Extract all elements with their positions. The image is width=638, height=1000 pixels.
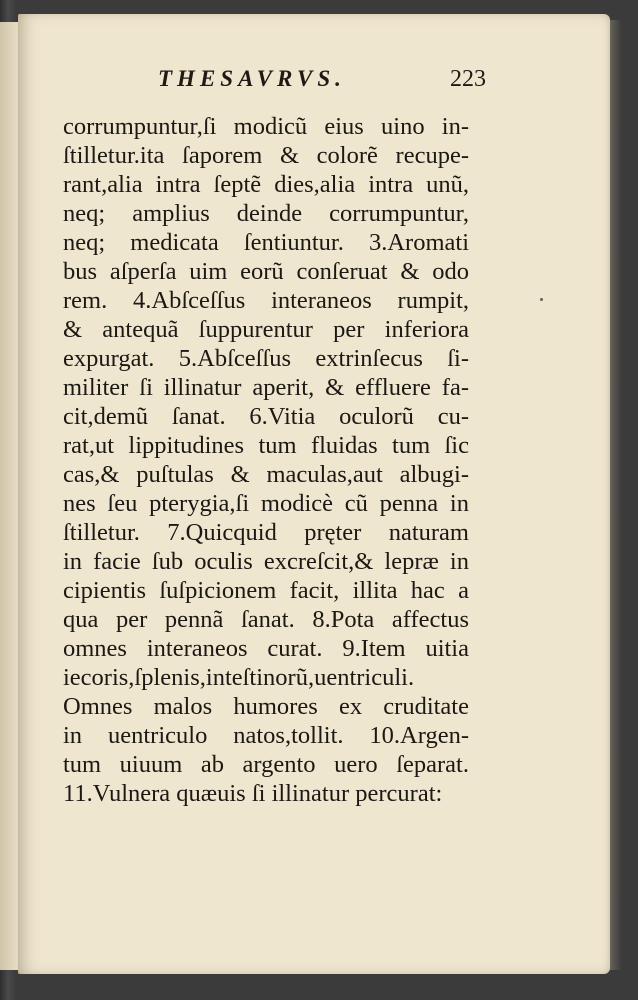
- text-line: omnes interaneos curat. 9.Item uitia: [63, 635, 469, 662]
- text-line: rem. 4.Abſceſſus interaneos rumpit,: [63, 287, 469, 314]
- running-title: THESAVRVS.: [158, 66, 346, 91]
- ink-speck: [540, 298, 543, 301]
- text-line: tum uiuum ab argento uero ſeparat.: [63, 751, 469, 778]
- text-line: & antequã ſuppurentur per inferiora: [63, 316, 469, 343]
- text-line: cipientis ſuſpicionem facit, illita hac a: [63, 577, 469, 604]
- text-line: neq; amplius deinde corrumpuntur,: [63, 200, 469, 227]
- text-line: expurgat. 5.Abſceſſus extrinſecus ſi-: [63, 345, 469, 372]
- text-line: cas,& puſtulas & maculas,aut albugi-: [63, 461, 469, 488]
- text-line: neq; medicata ſentiuntur. 3.Aromati: [63, 229, 469, 256]
- text-line: nes ſeu pterygia,ſi modicè cũ penna in: [63, 490, 469, 517]
- text-line: ſtilletur.ita ſaporem & colorẽ recupe-: [63, 142, 469, 169]
- text-line: corrumpuntur,ſi modicũ eius uino in-: [63, 113, 469, 140]
- body-text: [63, 112, 469, 808]
- text-line: qua per pennã ſanat. 8.Pota affectus: [63, 606, 469, 633]
- text-line: cit,demũ ſanat. 6.Vitia oculorũ cu-: [63, 403, 469, 430]
- text-line: militer ſi illinatur aperit, & effluere fa-: [63, 374, 469, 401]
- text-line: ſtilletur. 7.Quicquid pręter naturam: [63, 519, 469, 546]
- text-line: bus aſperſa uim eorũ conſeruat & odo: [63, 258, 469, 285]
- text-line: in facie ſub oculis excreſcit,& lepræ in: [63, 548, 469, 575]
- text-line: rant,alia intra ſeptẽ dies,alia intra unũ,: [63, 171, 469, 198]
- page-header: [140, 64, 486, 100]
- text-line: Omnes malos humores ex cruditate: [63, 693, 469, 720]
- text-line: 11.Vulnera quæuis ſi illinatur percurat:: [63, 780, 443, 807]
- text-line: rat,ut lippitudines tum fluidas tum ſic: [63, 432, 469, 459]
- text-line: iecoris,ſplenis,inteſtinorũ,uentriculi.: [63, 664, 415, 691]
- text-line: in uentriculo natos,tollit. 10.Argen-: [63, 722, 469, 749]
- page-number: 223: [450, 66, 486, 92]
